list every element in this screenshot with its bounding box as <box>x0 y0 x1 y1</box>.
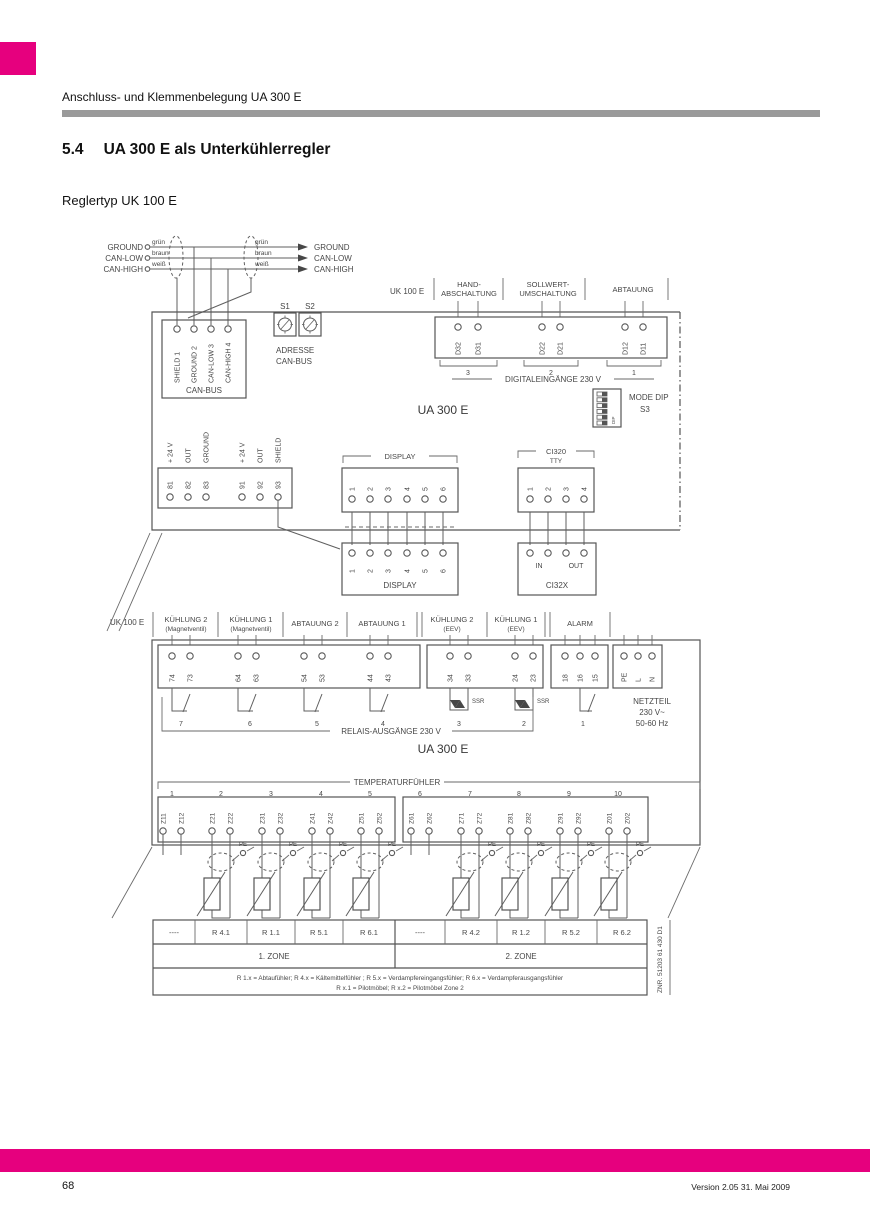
switch-s1-label: S1 <box>280 302 290 311</box>
pe-label: PE <box>536 842 546 848</box>
z-terminal: Z11 <box>160 813 168 824</box>
display-connector <box>342 456 458 512</box>
address-label: ADRESSE <box>276 346 315 355</box>
relay-terminal: 53 <box>319 674 327 682</box>
aux-terminal-label: SHIELD <box>275 437 283 463</box>
aux-terminal-label: GROUND <box>203 431 211 463</box>
relay-number: 5 <box>315 721 319 728</box>
wire-color-label: weiß <box>152 261 166 268</box>
alarm-terminal: 16 <box>577 674 585 682</box>
running-header: Anschluss- und Klemmenbelegung UA 300 E <box>62 90 302 104</box>
relay-terminal: 64 <box>235 674 243 682</box>
relay-number: 1 <box>581 721 585 728</box>
dip-label: DIP <box>611 416 616 424</box>
din-group-number: 3 <box>466 370 470 377</box>
z-terminal: Z72 <box>476 812 484 824</box>
z-terminal: Z31 <box>259 812 267 824</box>
relay-terminal: 74 <box>169 674 177 682</box>
sensor-cell: R 6.1 <box>360 928 378 937</box>
relay-number: 2 <box>522 721 526 728</box>
channel-number: 8 <box>517 791 521 798</box>
din-group-label: HAND- <box>457 280 481 289</box>
external-wiring <box>345 512 584 545</box>
version-info: Version 2.05 31. Mai 2009 <box>691 1182 790 1192</box>
aux-terminal-label: + 24 V <box>239 442 247 463</box>
relay-number: 6 <box>248 721 252 728</box>
z-terminal: Z12 <box>178 812 186 824</box>
z-terminal: Z61 <box>408 812 416 824</box>
ext-display-terminal: 5 <box>422 569 430 573</box>
ext-display-terminal: 4 <box>404 569 412 573</box>
channel-number: 5 <box>368 791 372 798</box>
ext-display-terminal: 2 <box>367 569 375 573</box>
section-number: 5.4 <box>62 141 84 158</box>
sensor <box>495 834 552 918</box>
z-terminal: Z41 <box>309 812 317 824</box>
alarm-terminal: 15 <box>592 674 600 682</box>
switch-s2-label: S2 <box>305 302 315 311</box>
display-terminal: 3 <box>385 487 393 491</box>
din-terminal-label: D22 <box>539 342 547 355</box>
sensor <box>346 834 403 918</box>
lower-unit <box>110 612 700 845</box>
ext-display-label: DISPLAY <box>383 581 417 590</box>
channel-number: 6 <box>418 791 422 798</box>
section-title: UA 300 E als Unterkühlerregler <box>103 141 331 158</box>
z-terminal: Z51 <box>358 812 366 824</box>
footnote-line2: R x.1 = Pilotmöbel; R x.2 = Pilotmöbel Zone 2 <box>336 985 464 992</box>
upper-unit <box>152 278 680 549</box>
relay-terminal: 54 <box>301 674 309 682</box>
break-lines <box>107 533 700 918</box>
pe-label: PE <box>238 842 248 848</box>
relay-terminal: 43 <box>385 674 393 682</box>
z-terminal: Z21 <box>209 812 217 824</box>
din-terminal-label: D12 <box>622 342 630 355</box>
netzteil-label: NETZTEIL <box>633 697 671 706</box>
eev-terminal: 24 <box>512 674 520 682</box>
output-group-label: KÜHLUNG 1 <box>494 615 538 624</box>
pe-label: PE <box>586 842 596 848</box>
ci320-label: CI320 <box>545 447 567 456</box>
z-terminal: Z92 <box>575 812 583 824</box>
din-terminal-label: D32 <box>455 342 463 355</box>
power-terminal: PE <box>621 672 629 682</box>
output-group-label: ABTAUUNG 1 <box>358 619 406 628</box>
z-terminal: Z01 <box>606 812 614 824</box>
netzteil-frequency: 50-60 Hz <box>635 719 669 728</box>
z-terminal: Z42 <box>327 812 335 824</box>
din-group-label: UMSCHALTUNG <box>519 289 577 298</box>
eev-terminal: 33 <box>465 674 473 682</box>
sensor-cell: R 5.1 <box>310 928 328 937</box>
wire-color-label: weiß <box>255 261 269 268</box>
sensor-assemblies <box>163 834 651 918</box>
mode-dip-label: MODE DIP <box>629 393 669 402</box>
relay-terminal: 63 <box>253 674 261 682</box>
ci32x-out-label: OUT <box>568 563 584 570</box>
ssr-symbols <box>450 688 533 710</box>
power-terminal: L <box>635 678 643 682</box>
sensor-cell: R 6.2 <box>613 928 631 937</box>
display-terminal: 6 <box>440 487 448 491</box>
z-terminal: Z81 <box>507 812 515 824</box>
can-right-label: CAN-HIGH <box>314 265 354 274</box>
aux-terminal-block <box>158 468 340 549</box>
eev-terminal: 34 <box>447 674 455 682</box>
aux-terminal-label: OUT <box>185 448 193 463</box>
digital-inputs-block <box>435 301 667 379</box>
upper-device-name: UA 300 E <box>417 403 469 417</box>
sensor-cell: ---- <box>415 928 425 937</box>
channel-number: 4 <box>319 791 323 798</box>
pe-label: PE <box>635 842 645 848</box>
mode-dip-s3: S3 <box>640 405 650 414</box>
ci32x-label: CI32X <box>545 581 569 590</box>
ci320-terminal: 2 <box>545 487 553 491</box>
znr-number: ZNR. 51203 61 430 D1 <box>657 926 664 993</box>
din-group-number: 2 <box>549 370 553 377</box>
channel-number: 2 <box>219 791 223 798</box>
wire-color-label: braun <box>255 250 272 257</box>
din-block-label: DIGITALEINGÄNGE 230 V <box>505 375 601 384</box>
sensor <box>446 834 503 918</box>
aux-terminal-number: 93 <box>275 481 283 489</box>
din-group-label: ABSCHALTUNG <box>441 289 497 298</box>
aux-terminal-label: OUT <box>257 448 265 463</box>
din-group-label: SOLLWERT- <box>526 280 570 289</box>
subtitle: Reglertyp UK 100 E <box>62 193 177 208</box>
channel-number: 3 <box>269 791 273 798</box>
relay-terminal: 73 <box>187 674 195 682</box>
display-terminal: 1 <box>349 487 357 491</box>
z-terminal: Z22 <box>227 812 235 824</box>
zone2-label: 2. ZONE <box>505 952 537 961</box>
output-group-label: ALARM <box>567 619 593 628</box>
can-left-label: CAN-LOW <box>105 254 143 263</box>
ext-display-terminal: 3 <box>385 569 393 573</box>
pe-label: PE <box>288 842 298 848</box>
sensor <box>297 834 354 918</box>
aux-terminal-label: + 24 V <box>167 442 175 463</box>
channel-number: 7 <box>468 791 472 798</box>
sensor-cell: R 4.2 <box>462 928 480 937</box>
din-terminal-label: D21 <box>557 342 565 355</box>
relay-number: 4 <box>381 721 385 728</box>
z-terminal: Z71 <box>458 812 466 824</box>
din-terminal-label: D31 <box>475 342 483 355</box>
ci32x-in-label: IN <box>535 563 543 570</box>
sensor-cell: ---- <box>169 928 179 937</box>
alarm-terminal: 18 <box>562 674 570 682</box>
page-number: 68 <box>62 1180 75 1192</box>
uk-label-lower: UK 100 E <box>110 618 145 627</box>
sensor-cell: R 4.1 <box>212 928 230 937</box>
output-group-sub: (EEV) <box>443 626 461 633</box>
zone1-label: 1. ZONE <box>258 952 290 961</box>
relay-outputs-label: RELAIS-AUSGÄNGE 230 V <box>341 727 441 736</box>
sensor-table <box>153 920 670 995</box>
temp-sensors-label: TEMPERATURFÜHLER <box>353 778 441 787</box>
channel-number: 1 <box>170 791 174 798</box>
aux-terminal-number: 83 <box>203 481 211 489</box>
output-group-label: KÜHLUNG 2 <box>430 615 474 624</box>
relay-number: 7 <box>179 721 183 728</box>
footnote-line1: R 1.x = Abtaufühler; R 4.x = Kältemittelfühler ; R 5.x = Verdampfereingangsfühler; R 6.x = Verdampferausgangsfühler <box>236 975 564 982</box>
aux-terminal-number: 81 <box>167 481 175 489</box>
z-terminal: Z62 <box>426 812 434 824</box>
uk-label: UK 100 E <box>390 287 425 296</box>
aux-terminal-number: 91 <box>239 481 247 489</box>
relay-number: 3 <box>457 721 461 728</box>
canbus-terminal-label: CAN-LOW 3 <box>208 344 216 383</box>
z-terminal: Z52 <box>376 812 384 824</box>
din-terminal-label: D11 <box>640 342 648 355</box>
display-terminal: 2 <box>367 487 375 491</box>
canbus-terminal-label: GROUND 2 <box>191 346 199 383</box>
pe-label: PE <box>487 842 497 848</box>
display-label: DISPLAY <box>384 452 416 461</box>
output-group-sub: (Magnetventil) <box>165 626 207 633</box>
aux-terminal-number: 92 <box>257 481 265 489</box>
relay-contacts <box>172 688 595 712</box>
sensor-cell: R 1.1 <box>262 928 280 937</box>
canbus-terminal-label: SHIELD 1 <box>174 351 182 383</box>
aux-terminal-number: 82 <box>185 481 193 489</box>
output-group-label: ABTAUUNG 2 <box>291 619 339 628</box>
address-rotary-switches <box>274 313 321 336</box>
z-terminal: Z02 <box>624 812 632 824</box>
canbus-block-label: CAN-BUS <box>185 386 223 395</box>
sensor <box>197 834 254 918</box>
netzteil-voltage: 230 V~ <box>639 708 665 717</box>
address-label: CAN-BUS <box>276 357 313 366</box>
ci320-terminal: 1 <box>527 487 535 491</box>
output-group-label: KÜHLUNG 1 <box>229 615 273 624</box>
output-group-label: KÜHLUNG 2 <box>164 615 208 624</box>
channel-number: 10 <box>614 791 622 798</box>
ssr-label: SSR <box>537 699 550 705</box>
din-group-label: ABTAUUNG <box>612 285 654 294</box>
sensor-cell: R 1.2 <box>512 928 530 937</box>
can-left-label: GROUND <box>107 243 143 252</box>
ext-display-terminal: 1 <box>349 569 357 573</box>
z-terminal: Z82 <box>525 812 533 824</box>
sensor <box>247 834 304 918</box>
din-group-number: 1 <box>632 370 636 377</box>
ci320-terminal: 4 <box>581 487 589 491</box>
z-terminal: Z91 <box>557 812 565 824</box>
sensor <box>545 834 602 918</box>
output-group-sub: (EEV) <box>507 626 525 633</box>
power-terminal: N <box>649 676 657 682</box>
canbus-terminal-label: CAN-HIGH 4 <box>225 342 233 383</box>
sensor <box>594 834 651 918</box>
ssr-label: SSR <box>472 699 485 705</box>
relay-terminal: 44 <box>367 674 375 682</box>
ci320-tty-label: TTY <box>549 458 563 465</box>
lower-device-name: UA 300 E <box>417 742 469 756</box>
wire-color-label: braun <box>152 250 169 257</box>
wire-color-label: grün <box>255 239 269 246</box>
pe-label: PE <box>387 842 397 848</box>
mode-dip-switch <box>593 389 621 427</box>
z-terminal: Z32 <box>277 812 285 824</box>
can-right-label: CAN-LOW <box>314 254 352 263</box>
channel-number: 9 <box>567 791 571 798</box>
wire-color-label: grün <box>152 239 166 246</box>
display-terminal: 5 <box>422 487 430 491</box>
pe-label: PE <box>338 842 348 848</box>
eev-terminal: 23 <box>530 674 538 682</box>
footer-brand-bar <box>0 1149 870 1172</box>
display-terminal: 4 <box>404 487 412 491</box>
sensor-cell: R 5.2 <box>562 928 580 937</box>
can-right-label: GROUND <box>314 243 350 252</box>
ci320-terminal: 3 <box>563 487 571 491</box>
can-left-label: CAN-HIGH <box>103 265 143 274</box>
ext-display-terminal: 6 <box>440 569 448 573</box>
output-group-sub: (Magnetventil) <box>230 626 272 633</box>
